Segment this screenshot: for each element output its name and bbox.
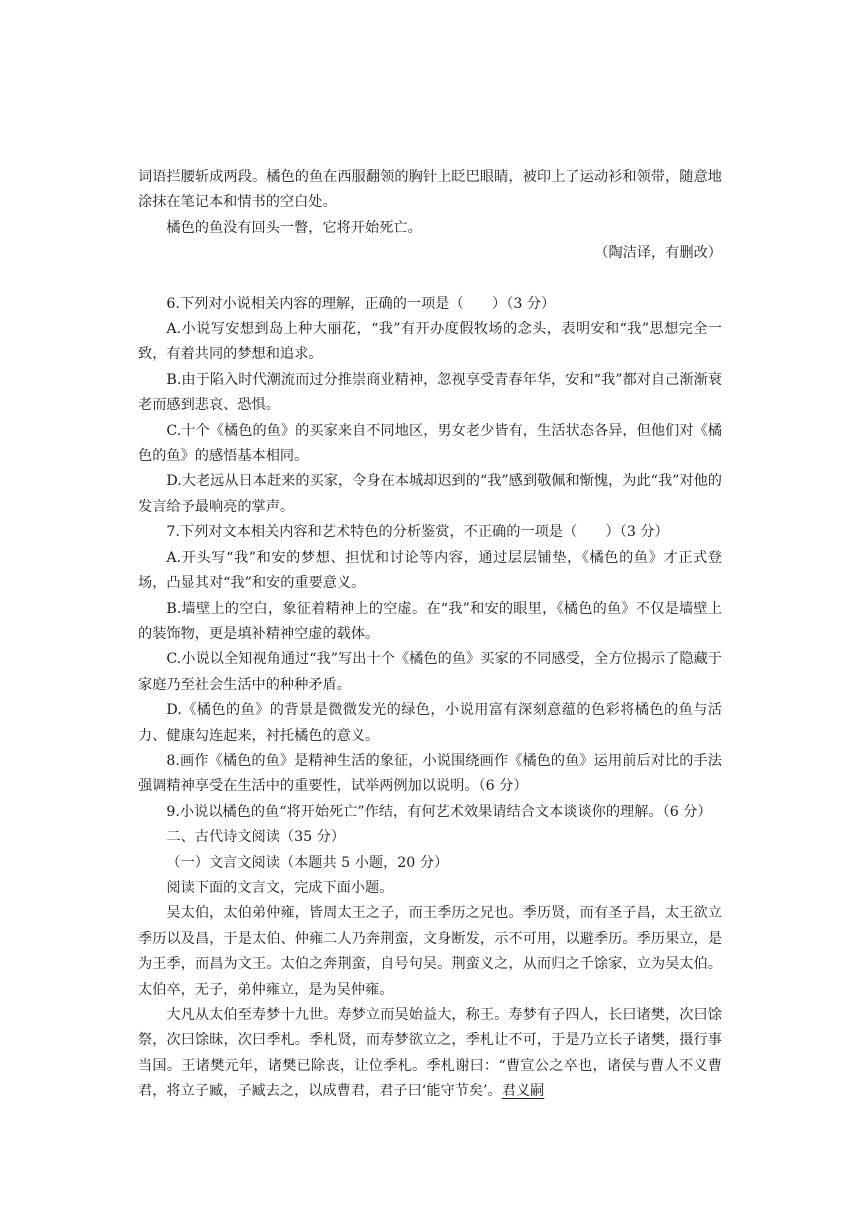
underlined-phrase: 君义嗣 [501, 1083, 545, 1100]
question-7-option-d: D.《橘色的鱼》的背景是微微发光的绿色，小说用富有深刻意蕴的色彩将橘色的鱼与活力、健康勾连起来，衬托橘色的意义。 [138, 702, 722, 744]
passage-paragraph: 橘色的鱼没有回头一瞥，它将开始死亡。 [166, 219, 422, 236]
question-7-option-a: A.开头写“我”和安的梦想、担忧和讨论等内容，通过层层铺垫，《橘色的鱼》才正式登场，凸显其对“我”和安的重要意义。 [138, 549, 722, 592]
question-6-stem: 6.下列对小说相关内容的理解，正确的一项是（ ）（3 分） [166, 295, 556, 312]
section-heading: 二、古代诗文阅读（35 分） [166, 829, 346, 846]
question-6-option-b: B.由于陷入时代潮流而过分推崇商业精神，忽视享受青春年华，安和“我”都对自己渐渐衰老而感到悲哀、恐惧。 [138, 371, 722, 414]
question-6-option-c: C.十个《橘色的鱼》的买家来自不同地区，男女老少皆有，生活状态各异，但他们对《橘色的鱼》的感悟基本相同。 [138, 422, 722, 465]
classical-text-paragraph [138, 1003, 722, 1105]
passage-source: （陶洁译，有删改） [594, 245, 722, 262]
passage-paragraph: 词语拦腰斩成两段。橘色的鱼在西服翻领的胸针上眨巴眼睛，被印上了运动衫和领带，随意地涂抹在笔记本和情书的空白处。 [138, 169, 722, 211]
question-6-option-a: A.小说写安想到岛上种大丽花，“我”有开办度假牧场的念头，表明安和“我”思想完全一致，有着共同的梦想和追求。 [138, 321, 722, 363]
page-content [138, 165, 722, 1105]
question-7-option-c: C.小说以全知视角通过“我”写出十个《橘色的鱼》买家的不同感受，全方位揭示了隐藏于家庭乃至社会生活中的种种矛盾。 [138, 651, 722, 693]
subsection-heading: （一）文言文阅读（本题共 5 小题，20 分） [166, 854, 449, 871]
question-7-stem: 7.下列对文本相关内容和艺术特色的分析鉴赏，不正确的一项是（ ）（3 分） [166, 524, 669, 541]
classical-text-span: 大凡从太伯至寿梦十九世。寿梦立而吴始益大，称王。寿梦有子四人，长曰诸樊，次曰馀祭，次曰馀昧，次曰季札。季札贤，而寿梦欲立之，季札让不可，于是乃立长子诸樊，摄行事当国。王诸樊元年，诸樊已除丧，让位季札。季札谢曰：“曹宣公之卒也，诸侯与曹人不义曹君，将立子臧，子臧去之，以成曹君，君子曰‘能守节矣’。 [138, 1007, 722, 1100]
question-8: 8.画作《橘色的鱼》是精神生活的象征，小说围绕画作《橘色的鱼》运用前后对比的手法强调精神享受在生活中的重要性，试举两例加以说明。（6 分） [138, 752, 722, 795]
classical-text-paragraph: 吴太伯，太伯弟仲雍，皆周太王之子，而王季历之兄也。季历贤，而有圣子昌，太王欲立季历以及昌，于是太伯、仲雍二人乃奔荆蛮，文身断发，示不可用，以避季历。季历果立，是为王季，而昌为文王。太伯之奔荆蛮，自号句吴。荆蛮义之，从而归之千馀家，立为吴太伯。太伯卒，无子，弟仲雍立，是为吴仲雍。 [138, 905, 722, 998]
reading-instruction: 阅读下面的文言文，完成下面小题。 [166, 879, 394, 896]
question-7-option-b: B.墙壁上的空白，象征着精神上的空虚。在“我”和安的眼里，《橘色的鱼》不仅是墙壁上的装饰物，更是填补精神空虚的载体。 [138, 600, 722, 642]
spacer [138, 267, 722, 292]
question-6-option-d: D.大老远从日本赶来的买家，令身在本城却迟到的“我”感到敬佩和惭愧，为此“我”对他的发言给予最响亮的掌声。 [138, 473, 722, 515]
question-9: 9.小说以橘色的鱼“将开始死亡”作结，有何艺术效果请结合文本谈谈你的理解。（6 分） [166, 803, 712, 820]
